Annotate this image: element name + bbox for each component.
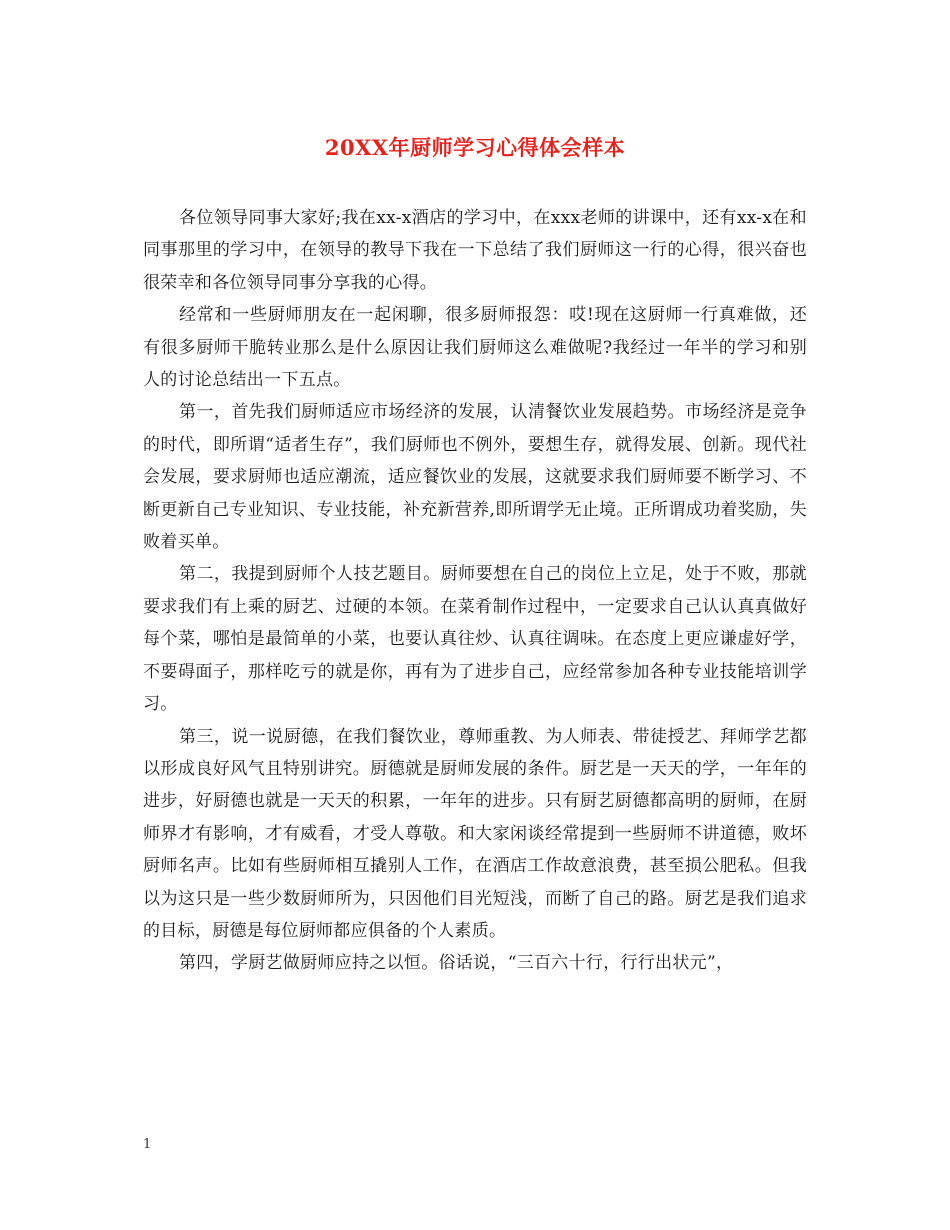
paragraph-greeting: 各位领导同事大家好;我在xx-x酒店的学习中，在xxx老师的讲课中，还有xx-x在和同事那里的学习中，在领导的教导下我在一下总结了我们厨师这一行的心得，很兴奋也很荣幸和各位领导同事分享我的心得。 xyxy=(143,208,807,293)
page-number: 1 xyxy=(143,1137,152,1152)
paragraph-point-one: 第一，首先我们厨师适应市场经济的发展，认清餐饮业发展趋势。市场经济是竞争的时代，即所谓“适者生存”，我们厨师也不例外，要想生存，就得发展、创新。现代社会发展，要求厨师也适应潮流，适应餐饮业的发展，这就要求我们厨师要不断学习、不断更新自己专业知识、专业技能，补充新营养,即所谓学无止境。正所谓成功着奖励，失败着买单。 xyxy=(143,402,807,553)
paragraph-point-three: 第三，说一说厨德，在我们餐饮业，尊师重教、为人师表、带徒授艺、拜师学艺都以形成良好风气且特别讲究。厨德就是厨师发展的条件。厨艺是一天天的学，一年年的进步，好厨德也就是一天天的积累，一年年的进步。只有厨艺厨德都高明的厨师，在厨师界才有影响，才有威看，才受人尊敬。和大家闲谈经常提到一些厨师不讲道德，败坏厨师名声。比如有些厨师相互撬别人工作，在酒店工作故意浪费，甚至损公肥私。但我以为这只是一些少数厨师所为，只因他们目光短浅，而断了自己的路。厨艺是我们追求的目标，厨德是每位厨师都应俱备的个人素质。 xyxy=(143,726,807,941)
paragraph-point-four: 第四，学厨艺做厨师应持之以恒。俗话说，“三百六十行，行行出状元”， xyxy=(179,953,734,974)
document-title: 20XX年厨师学习心得体会样本 xyxy=(324,135,626,160)
paragraph-point-two: 第二，我提到厨师个人技艺题目。厨师要想在自己的岗位上立足，处于不败，那就要求我们有上乘的厨艺、过硬的本领。在菜肴制作过程中，一定要求自己认认真真做好每个菜，哪怕是最简单的小菜，也要认真往炒、认真往调味。在态度上更应谦虚好学，不要碍面子，那样吃亏的就是你，再有为了进步自己，应经常参加各种专业技能培训学习。 xyxy=(143,564,807,715)
document-body xyxy=(143,202,807,980)
paragraph-intro: 经常和一些厨师朋友在一起闲聊，很多厨师报怨：哎!现在这厨师一行真难做，还有很多厨师干脆转业那么是什么原因让我们厨师这么难做呢?我经过一年半的学习和别人的讨论总结出一下五点。 xyxy=(143,305,807,391)
